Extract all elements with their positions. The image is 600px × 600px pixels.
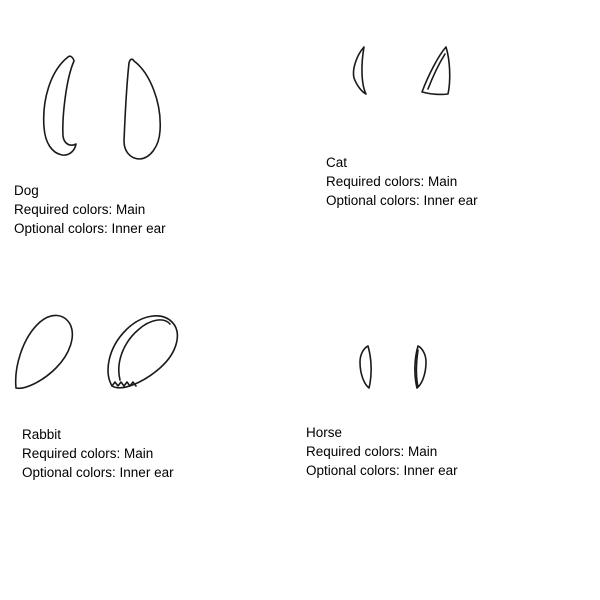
rabbit-required-colors: Required colors: Main — [22, 446, 154, 461]
rabbit-optional-colors: Optional colors: Inner ear — [22, 465, 174, 480]
rabbit-name: Rabbit — [22, 427, 62, 442]
rabbit-label-block — [22, 425, 174, 482]
rabbit-left-ear-shape — [16, 315, 73, 388]
horse-right-inner-ear-line — [417, 350, 419, 387]
horse-ear-illustration — [352, 340, 442, 400]
cat-label-block — [326, 153, 478, 210]
horse-optional-colors: Optional colors: Inner ear — [306, 463, 458, 478]
dog-optional-colors: Optional colors: Inner ear — [14, 221, 166, 236]
dog-label-block — [14, 181, 166, 238]
cat-ear-illustration — [348, 42, 468, 122]
dog-ear-illustration — [30, 55, 180, 170]
horse-left-ear-shape — [360, 346, 371, 388]
horse-name: Horse — [306, 425, 343, 440]
horse-required-colors: Required colors: Main — [306, 444, 438, 459]
cat-left-ear-shape — [353, 47, 366, 94]
horse-label-block — [306, 423, 458, 480]
cat-optional-colors: Optional colors: Inner ear — [326, 193, 478, 208]
dog-right-ear-shape — [124, 59, 160, 159]
cat-name: Cat — [326, 155, 348, 170]
cat-required-colors: Required colors: Main — [326, 174, 458, 189]
rabbit-ear-illustration — [12, 310, 192, 405]
dog-left-ear-shape — [44, 56, 76, 155]
dog-name: Dog — [14, 183, 39, 198]
dog-required-colors: Required colors: Main — [14, 202, 146, 217]
